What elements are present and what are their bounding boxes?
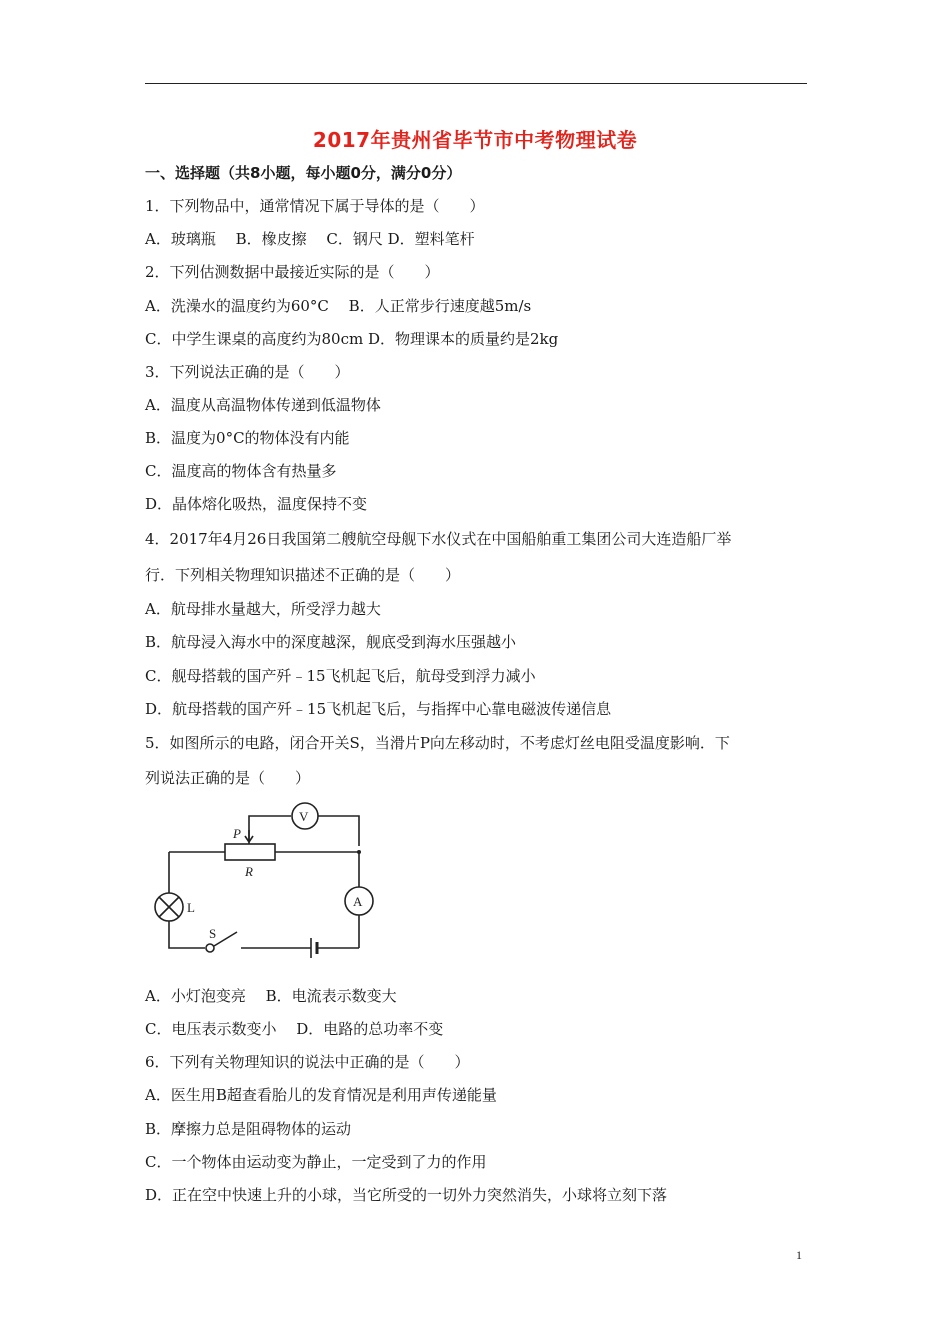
question-3-option-a: A．温度从高温物体传递到低温物体 (145, 396, 381, 414)
question-2-options-cd: C．中学生课桌的高度约为80cm D．物理课本的质量约是2kg (145, 330, 559, 348)
voltmeter-label: V (299, 809, 309, 824)
resistor-label: R (245, 864, 253, 879)
exam-title: 2017年贵州省毕节市中考物理试卷 (312, 128, 638, 152)
question-4-option-c: C．舰母搭载的国产歼﹣15飞机起飞后，航母受到浮力减小 (145, 667, 536, 685)
question-4-option-d: D．航母搭载的国产歼﹣15飞机起飞后，与指挥中心靠电磁波传递信息 (145, 700, 612, 718)
question-3-option-b: B．温度为0°C的物体没有内能 (145, 429, 350, 447)
question-4-stem-line1: 4．2017年4月26日我国第二艘航空母舰下水仪式在中国船舶重工集团公司大连造船厂举 (145, 530, 732, 548)
question-6-option-c: C．一个物体由运动变为静止，一定受到了力的作用 (145, 1153, 487, 1171)
question-5-options-ab: A．小灯泡变亮 B．电流表示数变大 (145, 987, 397, 1005)
question-5-stem-line1: 5．如图所示的电路，闭合开关S，当滑片P向左移动时，不考虑灯丝电阻受温度影响．下 (145, 734, 730, 752)
question-4-option-b: B．航母浸入海水中的深度越深，舰底受到海水压强越小 (145, 633, 517, 651)
slider-label: P (233, 826, 241, 841)
question-1-stem: 1．下列物品中，通常情况下属于导体的是（ ） (145, 197, 485, 215)
header-rule (145, 83, 807, 84)
question-2-stem: 2．下列估测数据中最接近实际的是（ ） (145, 263, 440, 281)
page-number: 1 (796, 1248, 802, 1262)
question-5-stem-line2: 列说法正确的是（ ） (145, 769, 311, 787)
lamp-label: L (187, 900, 195, 915)
ammeter-label: A (353, 894, 363, 909)
question-5-options-cd: C．电压表示数变小 D．电路的总功率不变 (145, 1020, 444, 1038)
question-3-stem: 3．下列说法正确的是（ ） (145, 363, 350, 381)
question-6-stem: 6．下列有关物理知识的说法中正确的是（ ） (145, 1053, 470, 1071)
question-3-option-c: C．温度高的物体含有热量多 (145, 462, 337, 480)
question-6-option-d: D．正在空中快速上升的小球，当它所受的一切外力突然消失，小球将立刻下落 (145, 1186, 668, 1204)
question-2-options-ab: A．洗澡水的温度约为60°C B．人正常步行速度越5m/s (145, 297, 532, 315)
question-6-option-a: A．医生用B超查看胎儿的发育情况是利用声传递能量 (145, 1086, 497, 1104)
question-4-stem-line2: 行．下列相关物理知识描述不正确的是（ ） (145, 566, 461, 584)
section-heading: 一、选择题（共8小题，每小题0分，满分0分） (145, 164, 462, 182)
question-6-option-b: B．摩擦力总是阻碍物体的运动 (145, 1120, 352, 1138)
switch-label: S (209, 926, 217, 941)
circuit-diagram (145, 800, 385, 968)
question-3-option-d: D．晶体熔化吸热，温度保持不变 (145, 495, 368, 513)
question-1-options: A．玻璃瓶 B．橡皮擦 C．钢尺 D．塑料笔杆 (145, 230, 475, 248)
question-4-option-a: A．航母排水量越大，所受浮力越大 (145, 600, 381, 618)
